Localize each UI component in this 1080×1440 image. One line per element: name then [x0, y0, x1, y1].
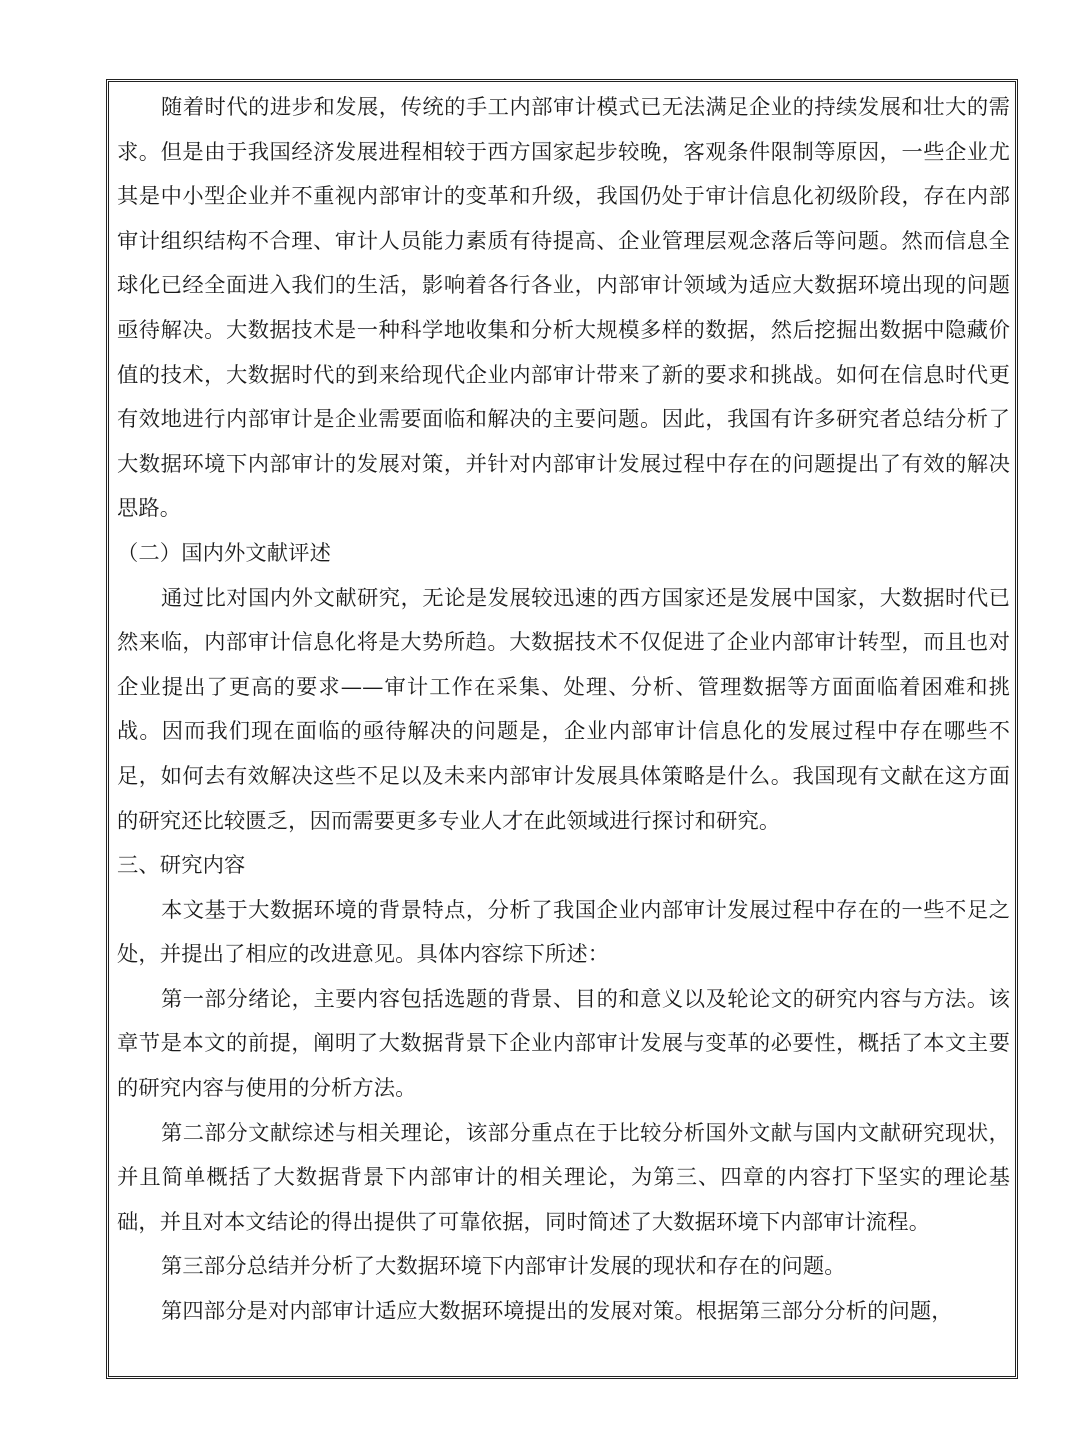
paragraph-research-intro: 本文基于大数据环境的背景特点，分析了我国企业内部审计发展过程中存在的一些不足之处，并提出了相应的改进意见。具体内容综下所述：	[117, 897, 1010, 968]
section-heading-research-content: 三、研究内容	[117, 853, 246, 879]
paragraph-part-three: 第三部分总结并分析了大数据环境下内部审计发展的现状和存在的问题。	[161, 1254, 846, 1280]
paragraph-background: 随着时代的进步和发展，传统的手工内部审计模式已无法满足企业的持续发展和壮大的需求。但是由于我国经济发展进程相较于西方国家起步较晚，客观条件限制等原因，一些企业尤其是中小型企业并不重视内部审计的变革和升级，我国仍处于审计信息化初级阶段，存在内部审计组织结构不合理、审计人员能力素质有待提高、企业管理层观念落后等问题。然而信息全球化已经全面进入我们的生活，影响着各行各业，内部审计领域为适应大数据环境出现的问题亟待解决。大数据技术是一种科学地收集和分析大规模多样的数据，然后挖掘出数据中隐藏价值的技术，大数据时代的到来给现代企业内部审计带来了新的要求和挑战。如何在信息时代更有效地进行内部审计是企业需要面临和解决的主要问题。因此，我国有许多研究者总结分析了大数据环境下内部审计的发展对策，并针对内部审计发展过程中存在的问题提出了有效的解决思路。	[117, 95, 1010, 522]
paragraph-part-one: 第一部分绪论，主要内容包括选题的背景、目的和意义以及轮论文的研究内容与方法。该章节是本文的前提，阐明了大数据背景下企业内部审计发展与变革的必要性，概括了本文主要的研究内容与使用的分析方法。	[117, 986, 1010, 1102]
section-heading-literature-review: （二）国内外文献评述	[117, 540, 331, 566]
paragraph-part-two: 第二部分文献综述与相关理论，该部分重点在于比较分析国外文献与国内文献研究现状，并且简单概括了大数据背景下内部审计的相关理论，为第三、四章的内容打下坚实的理论基础，并且对本文结论的得出提供了可靠依据，同时简述了大数据环境下内部审计流程。	[117, 1120, 1010, 1235]
paragraph-part-four: 第四部分是对内部审计适应大数据环境提出的发展对策。根据第三部分分析的问题，	[161, 1299, 953, 1325]
document-body	[117, 86, 1010, 1335]
paragraph-literature-review: 通过比对国内外文献研究，无论是发展较迅速的西方国家还是发展中国家，大数据时代已然来临，内部审计信息化将是大势所趋。大数据技术不仅促进了企业内部审计转型，而且也对企业提出了更高的要求——审计工作在采集、处理、分析、管理数据等方面面临着困难和挑战。因而我们现在面临的亟待解决的问题是，企业内部审计信息化的发展过程中存在哪些不足，如何去有效解决这些不足以及未来内部审计发展具体策略是什么。我国现有文献在这方面的研究还比较匮乏，因而需要更多专业人才在此领域进行探讨和研究。	[117, 585, 1010, 834]
